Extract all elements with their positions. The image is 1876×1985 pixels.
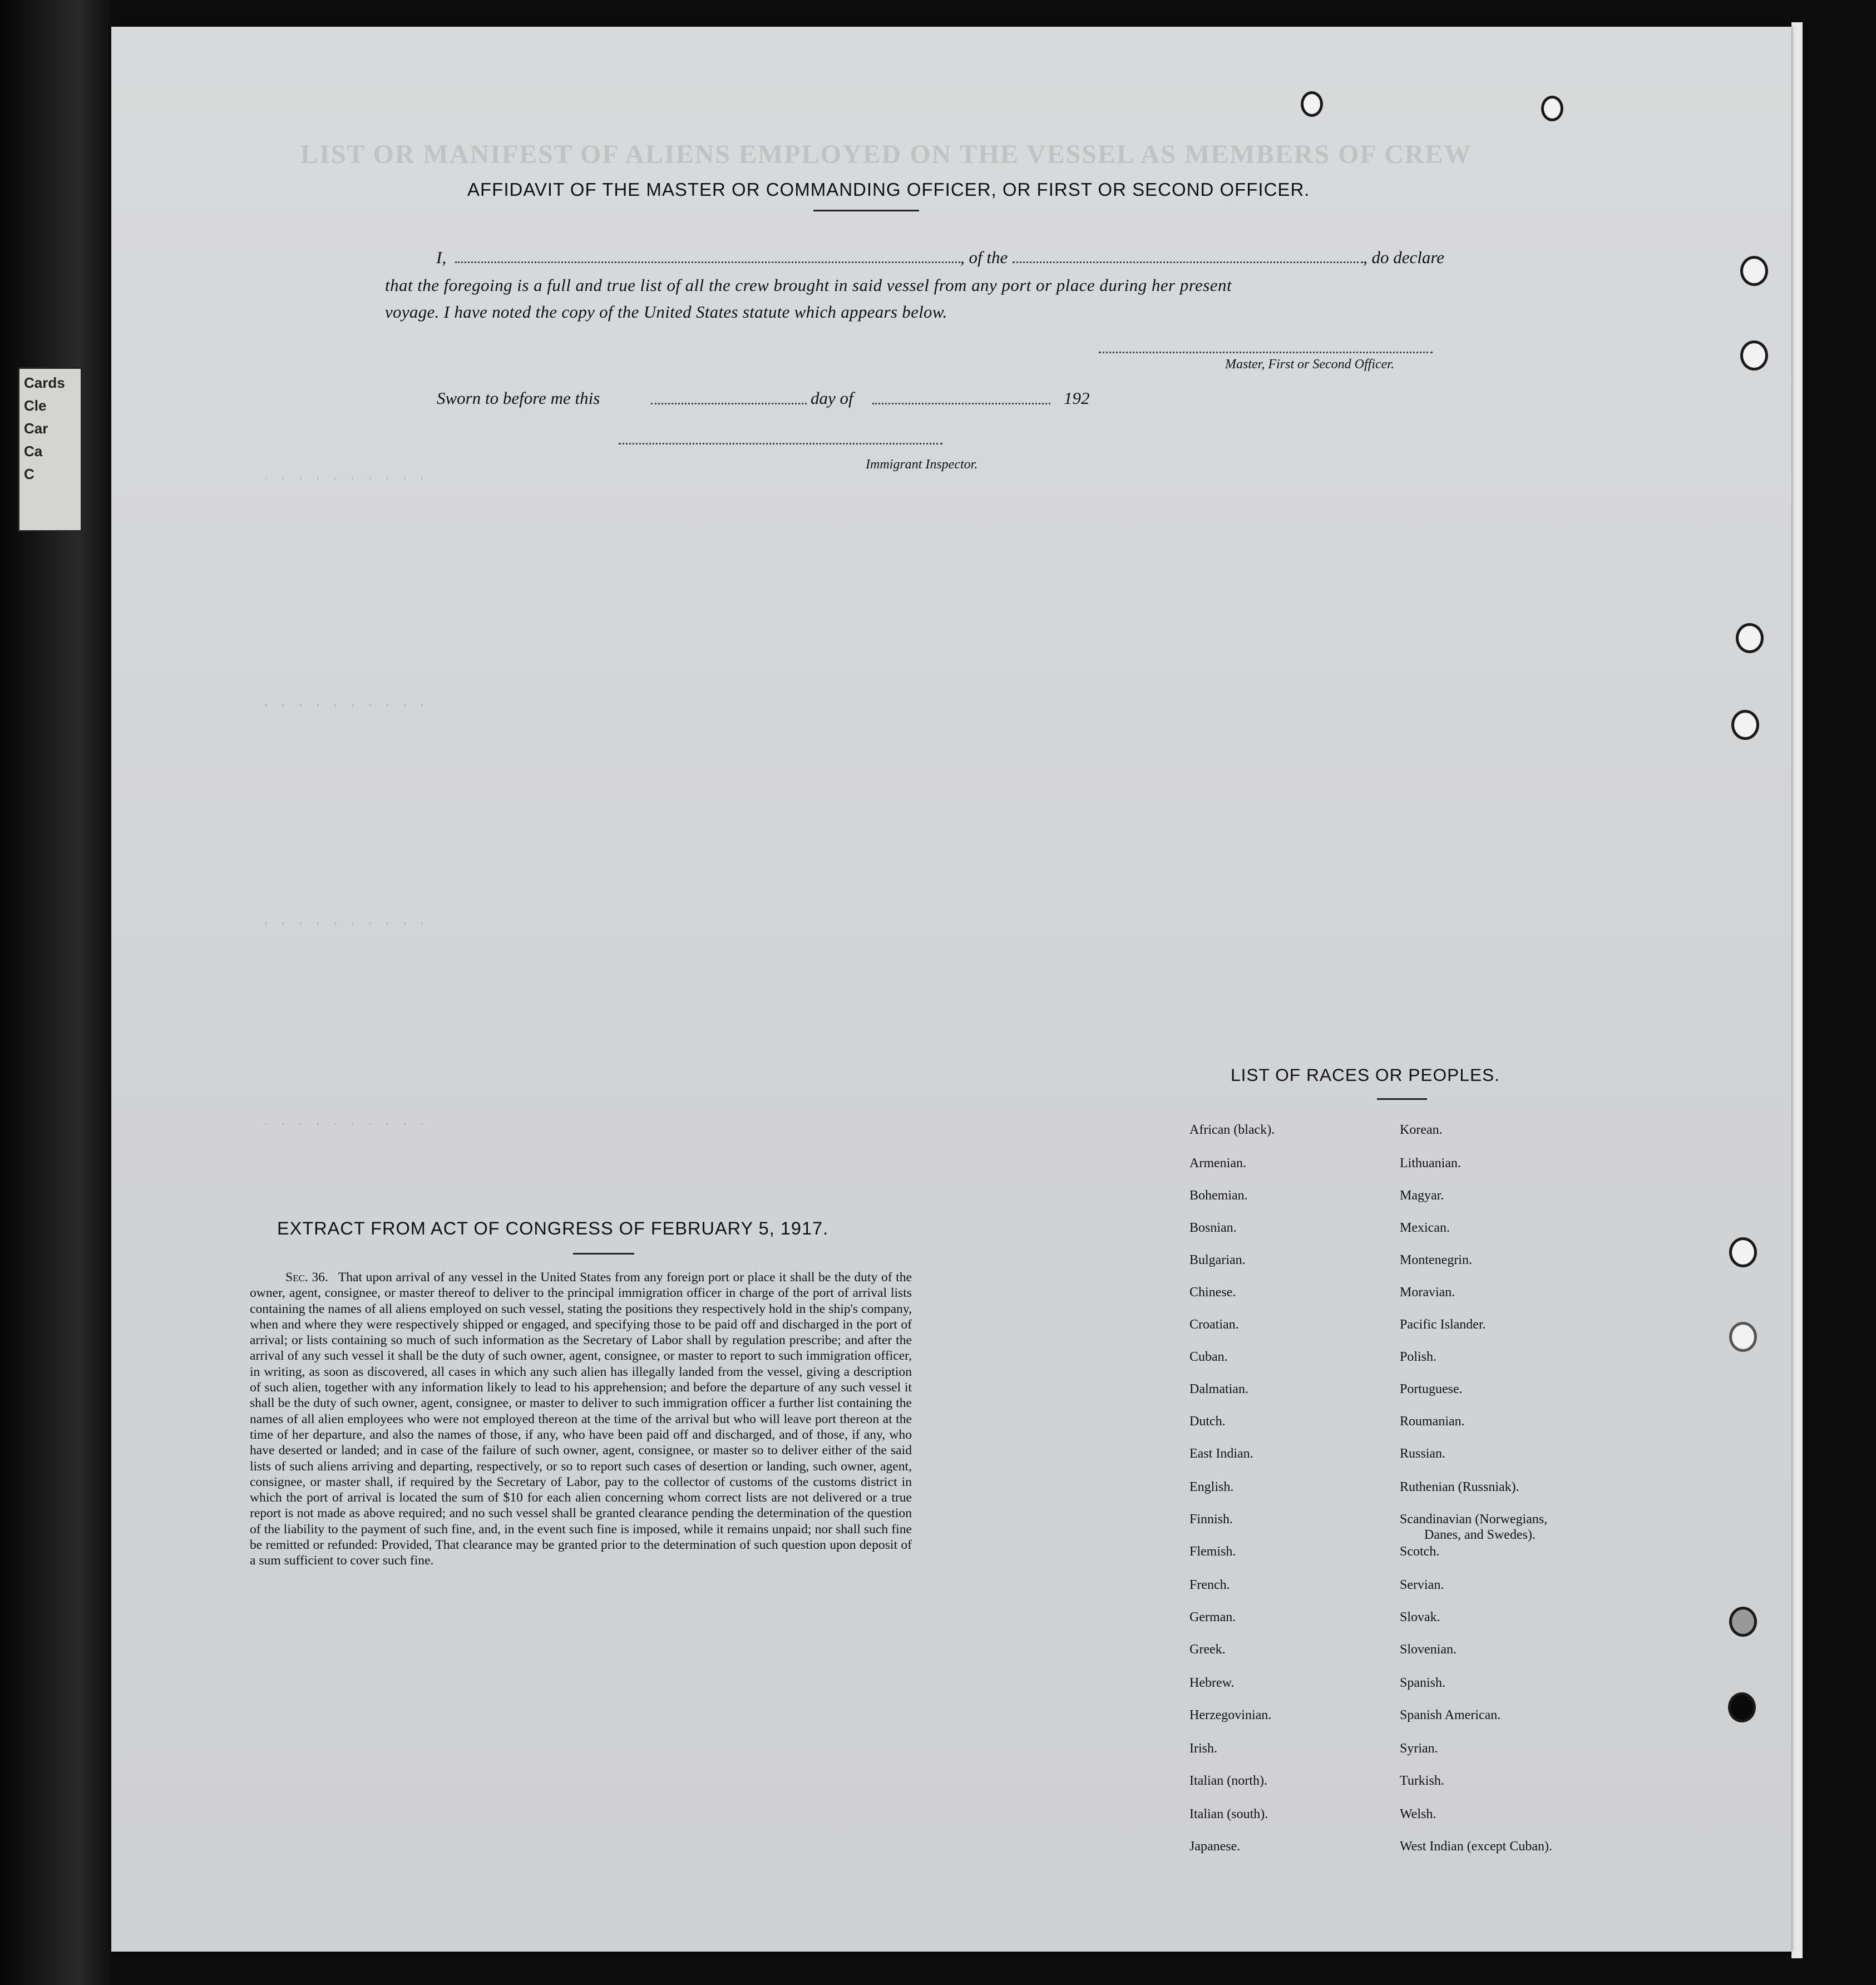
scan-border (0, 0, 111, 1985)
race-item: Irish. (1189, 1741, 1217, 1756)
affidavit-title-rule (813, 210, 919, 211)
punch-hole (1729, 1322, 1757, 1352)
race-item: German. (1189, 1610, 1236, 1624)
race-item: Montenegrin. (1400, 1253, 1472, 1267)
bleed-through-row: . . . . . . . . . . (261, 694, 427, 711)
race-item: Slovenian. (1400, 1642, 1457, 1657)
race-item: Scotch. (1400, 1544, 1440, 1559)
extract-title: EXTRACT FROM ACT OF CONGRESS OF FEBRUARY 5, 1917. (277, 1218, 829, 1238)
year-text: 192 (1064, 388, 1090, 408)
race-item: Dutch. (1189, 1414, 1226, 1429)
race-item: Mexican. (1400, 1221, 1450, 1235)
section-body: That upon arrival of any vessel in the United States from any foreign port or place it shall be the duty of the owner, agent, consignee, or master thereof to deliver to the principal immigration officer in charge of the port of arrival lists containing the names of all aliens employed on such vessel, stating the positions they respectively hold in the ship's company, when and where they were respectively shipped or engaged, and specifying those to be paid off and discharged in the port of arrival; or lists containing so much of such information as the Secretary of Labor shall by regulation prescribe; and after the arrival of any such vessel it shall be the duty of such owner, agent, consignee, or master to report to such immigration officer, in writing, as soon as discovered, all cases in which any such alien has illegally landed from the vessel, giving a description of such alien, together with any information likely to lead to his apprehension; and before the departure of any such vessel it shall be the duty of such owner, agent, consignee, or master to deliver to such immigration officer a further list containing the names of all alien employees who were not employed thereon at the time of the arrival but who will leave port thereon at the time of her departure, and also the names of those, if any, who have been paid off and discharged, and of those, if any, who have deserted or landed; and in case of the failure of such owner, agent, consignee, or master so to deliver either of the said lists of such aliens arriving and departing, respectively, or so to report such cases of desertion or landing, such owner, agent, consignee, or master shall, if required by the Secretary of Labor, pay to the collector of customs of the customs district in which the port of arrival is located the sum of $10 for each alien concerning whom correct lists are not delivered or a true report is not made as above required; and no such vessel shall be granted clearance pending the determination of the question of the liability to the payment of such fine, and, in the event such fine is imposed, while it remains unpaid; nor shall such fine be remitted or refunded: Provided, That clearance may be granted prior to the determination of such question upon deposit of a sum sufficient to cover such fine. (250, 1270, 912, 1568)
race-item: Flemish. (1189, 1544, 1236, 1559)
vessel-blank (1013, 261, 1363, 263)
race-item: Polish. (1400, 1350, 1437, 1364)
affidavit-line2: that the foregoing is a full and true list of all the crew brought in said vessel from any port or place during her present (385, 275, 1232, 295)
day-of-text: day of (811, 388, 853, 408)
signature-line (1099, 352, 1433, 353)
race-item: French. (1189, 1578, 1230, 1592)
race-item: Portuguese. (1400, 1382, 1463, 1396)
sworn-month-blank (872, 403, 1050, 404)
affidavit-declare: , do declare (1363, 248, 1445, 267)
bleed-through-row: . . . . . . . . . . (261, 1113, 427, 1129)
races-title-rule (1377, 1098, 1427, 1100)
race-item: Italian (south). (1189, 1807, 1268, 1821)
affidavit-line3: voyage. I have noted the copy of the United States statute which appears below. (385, 302, 947, 322)
race-item: Finnish. (1189, 1512, 1233, 1527)
punch-hole (1729, 1237, 1757, 1267)
race-item: Herzegovinian. (1189, 1708, 1272, 1722)
sworn-day-blank (651, 403, 807, 404)
bleed-through-row: . . . . . . . . . . (261, 467, 427, 484)
race-item: Greek. (1189, 1642, 1226, 1657)
punch-hole (1301, 91, 1323, 117)
race-item: Dalmatian. (1189, 1382, 1248, 1396)
race-item: Ruthenian (Russniak). (1400, 1480, 1519, 1494)
race-item: Roumanian. (1400, 1414, 1465, 1429)
stub-label: Cle (24, 397, 47, 414)
punch-hole (1740, 340, 1768, 371)
race-item: West Indian (except Cuban). (1400, 1839, 1552, 1854)
race-item: Bohemian. (1189, 1188, 1248, 1203)
race-item: Scandinavian (Norwegians, (1400, 1512, 1548, 1527)
race-item: Bulgarian. (1189, 1253, 1246, 1267)
race-item: Syrian. (1400, 1741, 1438, 1756)
affidavit-i: I, (436, 248, 447, 267)
race-item: Lithuanian. (1400, 1156, 1461, 1171)
punch-hole (1541, 96, 1563, 121)
page-edge (1791, 22, 1803, 1958)
race-item: Slovak. (1400, 1610, 1440, 1624)
race-item: English. (1189, 1480, 1234, 1494)
race-item: Welsh. (1400, 1807, 1436, 1821)
race-item: Pacific Islander. (1400, 1317, 1486, 1332)
affidavit-title: AFFIDAVIT OF THE MASTER OR COMMANDING OFFICER, OR FIRST OR SECOND OFFICER. (467, 179, 1310, 200)
race-item: Japanese. (1189, 1839, 1241, 1854)
stub-label: Car (24, 420, 48, 437)
race-item: Chinese. (1189, 1285, 1236, 1300)
race-item: Moravian. (1400, 1285, 1455, 1300)
stub-label: Cards (24, 374, 65, 391)
punch-hole (1728, 1692, 1756, 1722)
punch-hole (1736, 623, 1764, 653)
stub-label: Ca (24, 443, 43, 460)
bleed-through-header: LIST OR MANIFEST OF ALIENS EMPLOYED ON THE VESSEL AS MEMBERS OF CREW (300, 140, 1472, 169)
stub-label: C (24, 466, 34, 482)
race-item: Servian. (1400, 1578, 1444, 1592)
race-item: Cuban. (1189, 1350, 1228, 1364)
punch-hole (1731, 710, 1759, 740)
race-item: Spanish American. (1400, 1708, 1501, 1722)
race-item: East Indian. (1189, 1446, 1253, 1461)
races-title: LIST OF RACES OR PEOPLES. (1231, 1065, 1500, 1085)
section-label: Sec. 36. (285, 1270, 328, 1285)
race-item: Italian (north). (1189, 1774, 1267, 1788)
race-item: Bosnian. (1189, 1221, 1237, 1235)
race-item: Russian. (1400, 1446, 1446, 1461)
race-item: Hebrew. (1189, 1676, 1235, 1690)
punch-hole (1740, 256, 1768, 286)
race-item-continued: Danes, and Swedes). (1424, 1528, 1536, 1542)
name-blank (455, 261, 960, 263)
affidavit-of-the: , of the (960, 248, 1008, 267)
race-item: Magyar. (1400, 1188, 1444, 1203)
bleed-through-row: . . . . . . . . . . (261, 912, 427, 929)
punch-hole (1729, 1607, 1757, 1637)
inspector-line (619, 443, 942, 445)
signature-caption: Master, First or Second Officer. (1225, 357, 1394, 372)
race-item: African (black). (1189, 1123, 1275, 1137)
race-item: Croatian. (1189, 1317, 1239, 1332)
race-item: Spanish. (1400, 1676, 1446, 1690)
race-item: Turkish. (1400, 1774, 1444, 1788)
race-item: Armenian. (1189, 1156, 1246, 1171)
extract-title-rule (573, 1253, 634, 1255)
statute-text (250, 1270, 912, 1569)
adjacent-card-stub (18, 367, 82, 532)
inspector-caption: Immigrant Inspector. (866, 457, 978, 472)
document-page (111, 27, 1791, 1952)
race-item: Korean. (1400, 1123, 1443, 1137)
sworn-text: Sworn to before me this (437, 388, 600, 408)
